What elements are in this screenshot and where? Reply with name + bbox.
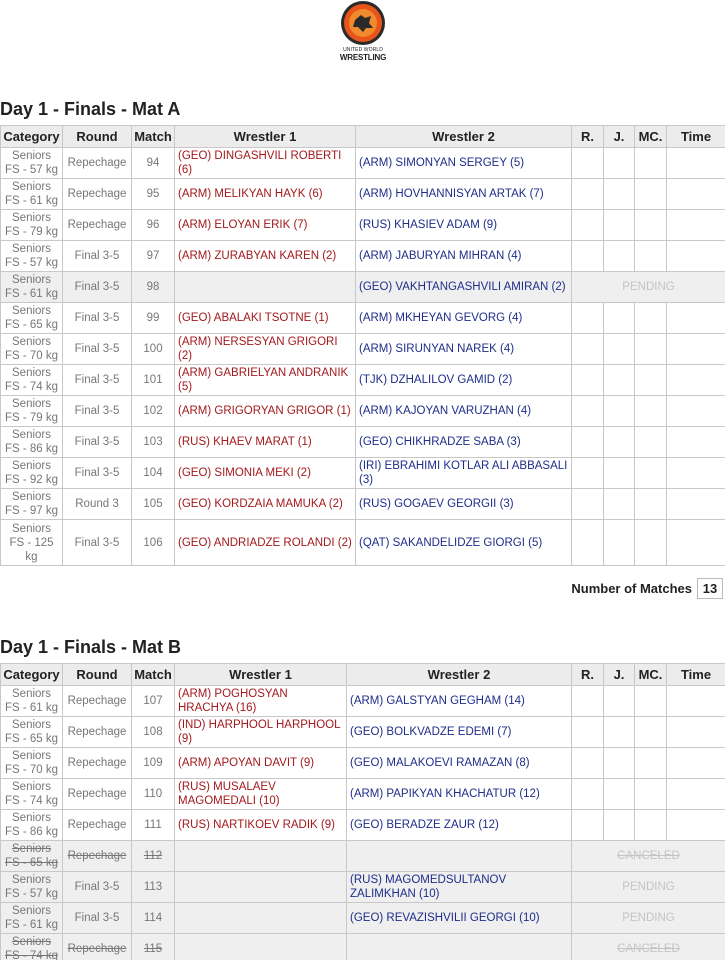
round-cell: Final 3-5 xyxy=(63,396,132,427)
r-cell xyxy=(572,489,604,520)
category-cell: Seniors FS - 74 kg xyxy=(1,934,63,960)
r-cell xyxy=(572,458,604,489)
header-round: Round xyxy=(63,126,132,148)
mc-cell xyxy=(635,365,667,396)
mc-cell xyxy=(635,303,667,334)
j-cell xyxy=(604,241,635,272)
r-cell xyxy=(572,148,604,179)
time-cell xyxy=(667,334,725,365)
wrestler2-cell: (RUS) MAGOMEDSULTANOV ZALIMKHAN (10) xyxy=(347,872,572,903)
category-cell: Seniors FS - 86 kg xyxy=(1,810,63,841)
match-row[interactable] xyxy=(1,396,725,427)
round-cell: Final 3-5 xyxy=(63,272,132,303)
category-cell: Seniors FS - 74 kg xyxy=(1,779,63,810)
category-cell: Seniors FS - 86 kg xyxy=(1,427,63,458)
wrestler2-cell: (GEO) MALAKOEVI RAMAZAN (8) xyxy=(347,748,572,779)
mc-cell xyxy=(635,458,667,489)
logo-line2: WRESTLING xyxy=(339,53,387,62)
category-cell: Seniors FS - 65 kg xyxy=(1,841,63,872)
time-cell xyxy=(667,365,725,396)
j-cell xyxy=(604,303,635,334)
round-cell: Final 3-5 xyxy=(63,303,132,334)
r-cell xyxy=(572,520,604,566)
round-cell: Final 3-5 xyxy=(63,458,132,489)
category-cell: Seniors FS - 79 kg xyxy=(1,396,63,427)
j-cell xyxy=(604,779,635,810)
header-time: Time xyxy=(667,126,725,148)
match-row[interactable] xyxy=(1,520,725,566)
match-number-cell: 96 xyxy=(132,210,175,241)
time-cell xyxy=(667,179,725,210)
header-mc: MC. xyxy=(635,126,667,148)
r-cell xyxy=(572,210,604,241)
match-number-cell: 97 xyxy=(132,241,175,272)
category-cell: Seniors FS - 70 kg xyxy=(1,334,63,365)
round-cell: Repechage xyxy=(63,686,132,717)
wrestler1-cell: (ARM) NERSESYAN GRIGORI (2) xyxy=(175,334,356,365)
j-cell xyxy=(604,489,635,520)
header-r: R. xyxy=(572,126,604,148)
time-cell xyxy=(667,458,725,489)
match-row[interactable] xyxy=(1,489,725,520)
category-cell: Seniors FS - 61 kg xyxy=(1,179,63,210)
round-cell: Repechage xyxy=(63,779,132,810)
j-cell xyxy=(604,179,635,210)
r-cell xyxy=(572,241,604,272)
wrestler2-cell: (ARM) KAJOYAN VARUZHAN (4) xyxy=(356,396,572,427)
time-cell xyxy=(667,396,725,427)
header-category: Category xyxy=(1,664,63,686)
wrestler2-cell: (IRI) EBRAHIMI KOTLAR ALI ABBASALI (3) xyxy=(356,458,572,489)
mc-cell xyxy=(635,179,667,210)
j-cell xyxy=(604,810,635,841)
j-cell xyxy=(604,396,635,427)
header-wrestler2: Wrestler 2 xyxy=(347,664,572,686)
match-status-cell: CANCELED xyxy=(572,934,725,960)
mc-cell xyxy=(635,396,667,427)
category-cell: Seniors FS - 57 kg xyxy=(1,872,63,903)
j-cell xyxy=(604,427,635,458)
match-number-cell: 99 xyxy=(132,303,175,334)
category-cell: Seniors FS - 65 kg xyxy=(1,303,63,334)
match-number-cell: 104 xyxy=(132,458,175,489)
header-round: Round xyxy=(63,664,132,686)
wrestler2-cell: (RUS) KHASIEV ADAM (9) xyxy=(356,210,572,241)
number-of-matches-label: Number of Matches xyxy=(571,581,692,596)
mat-a-table xyxy=(0,125,725,566)
match-row[interactable] xyxy=(1,303,725,334)
match-status-cell: PENDING xyxy=(572,272,725,303)
time-cell xyxy=(667,810,725,841)
mc-cell xyxy=(635,241,667,272)
wrestler1-cell xyxy=(175,903,347,934)
r-cell xyxy=(572,748,604,779)
mc-cell xyxy=(635,520,667,566)
j-cell xyxy=(604,148,635,179)
match-number-cell: 110 xyxy=(132,779,175,810)
round-cell: Repechage xyxy=(63,179,132,210)
j-cell xyxy=(604,334,635,365)
round-cell: Final 3-5 xyxy=(63,427,132,458)
round-cell: Repechage xyxy=(63,934,132,960)
category-cell: Seniors FS - 61 kg xyxy=(1,272,63,303)
match-row[interactable] xyxy=(1,458,725,489)
uww-logo xyxy=(338,0,388,64)
wrestler2-cell: (QAT) SAKANDELIDZE GIORGI (5) xyxy=(356,520,572,566)
time-cell xyxy=(667,779,725,810)
header-wrestler2: Wrestler 2 xyxy=(356,126,572,148)
wrestler1-cell: (IND) HARPHOOL HARPHOOL (9) xyxy=(175,717,347,748)
match-status-cell: PENDING xyxy=(572,903,725,934)
wrestler2-cell: (GEO) BOLKVADZE EDEMI (7) xyxy=(347,717,572,748)
mc-cell xyxy=(635,148,667,179)
header-mc: MC. xyxy=(635,664,667,686)
round-cell: Repechage xyxy=(63,748,132,779)
round-cell: Repechage xyxy=(63,210,132,241)
round-cell: Final 3-5 xyxy=(63,241,132,272)
match-row[interactable] xyxy=(1,241,725,272)
mc-cell xyxy=(635,810,667,841)
mat-a-title: Day 1 - Finals - Mat A xyxy=(0,99,181,119)
j-cell xyxy=(604,717,635,748)
wrestler2-cell xyxy=(347,841,572,872)
mc-cell xyxy=(635,779,667,810)
match-row[interactable] xyxy=(1,365,725,396)
time-cell xyxy=(667,748,725,779)
wrestler1-cell: (ARM) POGHOSYAN HRACHYA (16) xyxy=(175,686,347,717)
r-cell xyxy=(572,334,604,365)
category-cell: Seniors FS - 125 kg xyxy=(1,520,63,566)
wrestler1-cell: (GEO) ANDRIADZE ROLANDI (2) xyxy=(175,520,356,566)
match-number-cell: 114 xyxy=(132,903,175,934)
match-number-cell: 98 xyxy=(132,272,175,303)
r-cell xyxy=(572,179,604,210)
time-cell xyxy=(667,210,725,241)
r-cell xyxy=(572,686,604,717)
match-row[interactable] xyxy=(1,841,725,872)
time-cell xyxy=(667,489,725,520)
wrestler2-cell: (GEO) BERADZE ZAUR (12) xyxy=(347,810,572,841)
wrestler2-cell: (ARM) JABURYAN MIHRAN (4) xyxy=(356,241,572,272)
match-number-cell: 100 xyxy=(132,334,175,365)
mat-b-header-row xyxy=(1,664,725,686)
wrestler1-cell: (GEO) KORDZAIA MAMUKA (2) xyxy=(175,489,356,520)
wrestler2-cell: (ARM) SIMONYAN SERGEY (5) xyxy=(356,148,572,179)
round-cell: Round 3 xyxy=(63,489,132,520)
header-r: R. xyxy=(572,664,604,686)
r-cell xyxy=(572,303,604,334)
round-cell: Final 3-5 xyxy=(63,334,132,365)
match-number-cell: 115 xyxy=(132,934,175,960)
match-number-cell: 111 xyxy=(132,810,175,841)
match-number-cell: 112 xyxy=(132,841,175,872)
match-number-cell: 103 xyxy=(132,427,175,458)
wrestler1-cell: (GEO) DINGASHVILI ROBERTI (6) xyxy=(175,148,356,179)
match-row[interactable] xyxy=(1,903,725,934)
j-cell xyxy=(604,365,635,396)
r-cell xyxy=(572,810,604,841)
wrestler1-cell xyxy=(175,934,347,960)
round-cell: Repechage xyxy=(63,810,132,841)
wrestler1-cell xyxy=(175,872,347,903)
r-cell xyxy=(572,779,604,810)
j-cell xyxy=(604,210,635,241)
match-number-cell: 101 xyxy=(132,365,175,396)
header-j: J. xyxy=(604,126,635,148)
wrestler2-cell: (ARM) HOVHANNISYAN ARTAK (7) xyxy=(356,179,572,210)
match-number-cell: 102 xyxy=(132,396,175,427)
match-row[interactable] xyxy=(1,427,725,458)
wrestler1-cell: (ARM) ELOYAN ERIK (7) xyxy=(175,210,356,241)
category-cell: Seniors FS - 70 kg xyxy=(1,748,63,779)
match-row[interactable] xyxy=(1,210,725,241)
header-wrestler1: Wrestler 1 xyxy=(175,664,347,686)
time-cell xyxy=(667,520,725,566)
j-cell xyxy=(604,686,635,717)
mat-b-table xyxy=(0,663,725,960)
wrestler2-cell: (ARM) SIRUNYAN NAREK (4) xyxy=(356,334,572,365)
wrestler1-cell xyxy=(175,841,347,872)
mc-cell xyxy=(635,334,667,365)
j-cell xyxy=(604,748,635,779)
wrestler2-cell: (ARM) GALSTYAN GEGHAM (14) xyxy=(347,686,572,717)
match-number-cell: 108 xyxy=(132,717,175,748)
wrestler1-cell: (GEO) SIMONIA MEKI (2) xyxy=(175,458,356,489)
wrestler2-cell: (ARM) MKHEYAN GEVORG (4) xyxy=(356,303,572,334)
time-cell xyxy=(667,148,725,179)
match-row[interactable] xyxy=(1,717,725,748)
round-cell: Final 3-5 xyxy=(63,365,132,396)
r-cell xyxy=(572,717,604,748)
match-number-cell: 94 xyxy=(132,148,175,179)
match-number-cell: 107 xyxy=(132,686,175,717)
wrestler2-cell xyxy=(347,934,572,960)
wrestler1-cell: (RUS) KHAEV MARAT (1) xyxy=(175,427,356,458)
wrestler2-cell: (GEO) VAKHTANGASHVILI AMIRAN (2) xyxy=(356,272,572,303)
time-cell xyxy=(667,717,725,748)
time-cell xyxy=(667,427,725,458)
logo-line1: UNITED WORLD xyxy=(343,47,383,53)
match-row[interactable] xyxy=(1,148,725,179)
match-number-cell: 95 xyxy=(132,179,175,210)
mc-cell xyxy=(635,717,667,748)
r-cell xyxy=(572,365,604,396)
match-number-cell: 105 xyxy=(132,489,175,520)
time-cell xyxy=(667,303,725,334)
match-row[interactable] xyxy=(1,872,725,903)
mc-cell xyxy=(635,686,667,717)
round-cell: Repechage xyxy=(63,841,132,872)
round-cell: Final 3-5 xyxy=(63,872,132,903)
category-cell: Seniors FS - 97 kg xyxy=(1,489,63,520)
time-cell xyxy=(667,686,725,717)
wrestler1-cell: (RUS) NARTIKOEV RADIK (9) xyxy=(175,810,347,841)
category-cell: Seniors FS - 57 kg xyxy=(1,148,63,179)
header-category: Category xyxy=(1,126,63,148)
mat-b-title: Day 1 - Finals - Mat B xyxy=(0,637,182,657)
match-status-cell: PENDING xyxy=(572,872,725,903)
match-number-cell: 113 xyxy=(132,872,175,903)
j-cell xyxy=(604,458,635,489)
round-cell: Final 3-5 xyxy=(63,903,132,934)
header-time: Time xyxy=(667,664,725,686)
wrestler1-cell: (ARM) GRIGORYAN GRIGOR (1) xyxy=(175,396,356,427)
category-cell: Seniors FS - 65 kg xyxy=(1,717,63,748)
category-cell: Seniors FS - 92 kg xyxy=(1,458,63,489)
mc-cell xyxy=(635,748,667,779)
match-row[interactable] xyxy=(1,934,725,960)
r-cell xyxy=(572,396,604,427)
mc-cell xyxy=(635,489,667,520)
match-row[interactable] xyxy=(1,179,725,210)
j-cell xyxy=(604,520,635,566)
wrestler1-cell: (ARM) APOYAN DAVIT (9) xyxy=(175,748,347,779)
match-status-cell: CANCELED xyxy=(572,841,725,872)
match-row[interactable] xyxy=(1,686,725,717)
round-cell: Repechage xyxy=(63,717,132,748)
category-cell: Seniors FS - 61 kg xyxy=(1,686,63,717)
uww-emblem-icon xyxy=(338,0,388,48)
number-of-matches-value: 13 xyxy=(697,578,723,599)
header-wrestler1: Wrestler 1 xyxy=(175,126,356,148)
time-cell xyxy=(667,241,725,272)
wrestler2-cell: (RUS) GOGAEV GEORGII (3) xyxy=(356,489,572,520)
wrestler1-cell xyxy=(175,272,356,303)
category-cell: Seniors FS - 74 kg xyxy=(1,365,63,396)
match-row[interactable] xyxy=(1,334,725,365)
wrestler1-cell: (ARM) MELIKYAN HAYK (6) xyxy=(175,179,356,210)
header-match: Match xyxy=(132,126,175,148)
mat-a-summary xyxy=(571,578,723,599)
match-row[interactable] xyxy=(1,810,725,841)
wrestler1-cell: (GEO) ABALAKI TSOTNE (1) xyxy=(175,303,356,334)
match-row[interactable] xyxy=(1,779,725,810)
mc-cell xyxy=(635,427,667,458)
header-j: J. xyxy=(604,664,635,686)
category-cell: Seniors FS - 57 kg xyxy=(1,241,63,272)
wrestler2-cell: (ARM) PAPIKYAN KHACHATUR (12) xyxy=(347,779,572,810)
wrestler2-cell: (GEO) CHIKHRADZE SABA (3) xyxy=(356,427,572,458)
round-cell: Repechage xyxy=(63,148,132,179)
round-cell: Final 3-5 xyxy=(63,520,132,566)
category-cell: Seniors FS - 61 kg xyxy=(1,903,63,934)
wrestler2-cell: (TJK) DZHALILOV GAMID (2) xyxy=(356,365,572,396)
match-row[interactable] xyxy=(1,748,725,779)
wrestler1-cell: (ARM) ZURABYAN KAREN (2) xyxy=(175,241,356,272)
r-cell xyxy=(572,427,604,458)
wrestler2-cell: (GEO) REVAZISHVILII GEORGI (10) xyxy=(347,903,572,934)
header-match: Match xyxy=(132,664,175,686)
mat-a-header-row xyxy=(1,126,725,148)
category-cell: Seniors FS - 79 kg xyxy=(1,210,63,241)
wrestler1-cell: (RUS) MUSALAEV MAGOMEDALI (10) xyxy=(175,779,347,810)
match-number-cell: 109 xyxy=(132,748,175,779)
match-row[interactable] xyxy=(1,272,725,303)
wrestler1-cell: (ARM) GABRIELYAN ANDRANIK (5) xyxy=(175,365,356,396)
match-number-cell: 106 xyxy=(132,520,175,566)
mc-cell xyxy=(635,210,667,241)
